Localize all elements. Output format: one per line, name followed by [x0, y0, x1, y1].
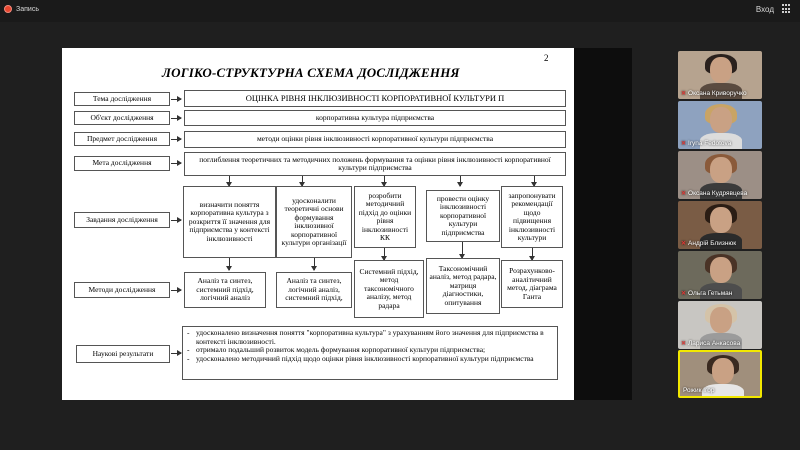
result-item: - удосконалено визначення поняття "корпоративна культура" з урахуванням його значення для підприємства в контексті інклюзивності.: [187, 329, 553, 346]
arrow: [171, 290, 181, 291]
topic-label: Предмет дослідження: [74, 132, 170, 146]
subject-value: ОЦІНКА РІВНЯ ІНКЛЮЗИВНОСТІ КОРПОРАТИВНОЇ КУЛЬТУРИ П: [184, 90, 566, 107]
arrow: [532, 248, 533, 260]
arrow: [302, 176, 303, 186]
method-box: Аналіз та синтез, системний підхід, логічний аналіз: [184, 272, 266, 308]
participant-tile[interactable]: [678, 251, 762, 299]
arrow: [534, 176, 535, 186]
arrow: [462, 242, 463, 258]
participant-name: Iryna Fedotova: [688, 140, 732, 147]
arrow: [460, 176, 461, 186]
task-box: провести оцінку інклюзивності корпоративної культури підприємства: [426, 190, 500, 242]
participant-name: Рожик Ігор: [683, 387, 715, 394]
muted-mic-icon: ✕: [681, 241, 687, 247]
arrow: [171, 139, 181, 140]
participant-name: Лариса Анкасова: [688, 340, 741, 347]
arrow: [171, 220, 181, 221]
result-item: - отримало подальший розвиток модель формування корпоративної культури підприємства;: [187, 346, 553, 355]
shared-screen-margin: [574, 48, 632, 400]
shared-slide: [62, 48, 574, 400]
task-box: удосконалити теоретичні основи формування інклюзивної корпоративної культури організації: [276, 186, 352, 258]
subject-label: Тема дослідження: [74, 92, 170, 106]
method-box: Таксономічний аналіз, метод радара, матриця діагностики, опитування: [426, 258, 500, 314]
task-box: запропонувати рекомендації щодо підвищення інклюзивності культури: [501, 186, 563, 248]
method-box: Системний підхід, метод таксономічного аналізу, метод радара: [354, 260, 424, 318]
arrow: [384, 248, 385, 260]
muted-mic-icon: ✕: [681, 291, 687, 297]
participant-tile[interactable]: [678, 101, 762, 149]
participant-tile[interactable]: [678, 51, 762, 99]
muted-mic-icon: ✕: [681, 191, 687, 197]
method-box: Розрахунково-аналітичний метод, діаграма Ганта: [501, 260, 563, 308]
grid-view-icon[interactable]: [782, 4, 792, 14]
participant-tile[interactable]: [678, 151, 762, 199]
object-value: корпоративна культура підприємства: [184, 110, 566, 126]
recording-label: Запись: [16, 5, 39, 13]
topic-value: методи оцінки рівня інклюзивності корпоративної культури підприємства: [184, 131, 566, 148]
tasks-label: Завдання дослідження: [74, 212, 170, 228]
participant-tile-active-speaker[interactable]: [678, 350, 762, 398]
object-label: Об'єкт дослідження: [74, 111, 170, 125]
top-bar: [0, 0, 800, 22]
method-box: Аналіз та синтез, логічний аналіз, системний підхід,: [276, 272, 352, 308]
result-item: - удосконалено методичний підхід щодо оцінки рівня інклюзивності корпоративної культури підприємства: [187, 355, 553, 364]
participant-tile[interactable]: [678, 201, 762, 249]
arrow: [171, 118, 181, 119]
task-box: визначити поняття корпоративна культура з розкриття її значення для підприємства у контексті інклюзивності: [183, 186, 276, 258]
login-button[interactable]: Вход: [755, 4, 774, 14]
results-list: [187, 329, 553, 363]
goal-value: поглиблення теоретичних та методичних положень формування та оцінки рівня інклюзивності корпоративної культури підприємства: [184, 152, 566, 176]
results-box: [182, 326, 558, 380]
muted-mic-icon: ✕: [681, 91, 687, 97]
arrow: [171, 163, 181, 164]
arrow: [171, 99, 181, 100]
participant-name: Андрій Близнюк: [688, 240, 737, 247]
slide-title: ЛОГІКО-СТРУКТУРНА СХЕМА ДОСЛІДЖЕННЯ: [162, 65, 460, 80]
goal-label: Мета дослідження: [74, 156, 170, 171]
methods-label: Методи дослідження: [74, 282, 170, 298]
arrow: [229, 176, 230, 186]
results-label: Наукові результати: [76, 345, 170, 363]
arrow: [384, 176, 385, 186]
participant-name: Оксана Криворучко: [688, 90, 747, 97]
arrow: [314, 258, 315, 270]
participant-name: Оксана Кудрявцева: [688, 190, 748, 197]
recording-indicator[interactable]: [4, 5, 39, 13]
arrow: [229, 258, 230, 270]
participant-tile[interactable]: [678, 301, 762, 349]
record-icon: [4, 5, 12, 13]
arrow: [171, 353, 181, 354]
muted-mic-icon: ✕: [681, 341, 687, 347]
slide-page-number: 2: [544, 53, 549, 63]
muted-mic-icon: ✕: [681, 141, 687, 147]
participant-name: Ольга Гетьман: [688, 290, 733, 297]
task-box: розробити методичний підхід до оцінки рівня інклюзивності КК: [354, 186, 416, 248]
